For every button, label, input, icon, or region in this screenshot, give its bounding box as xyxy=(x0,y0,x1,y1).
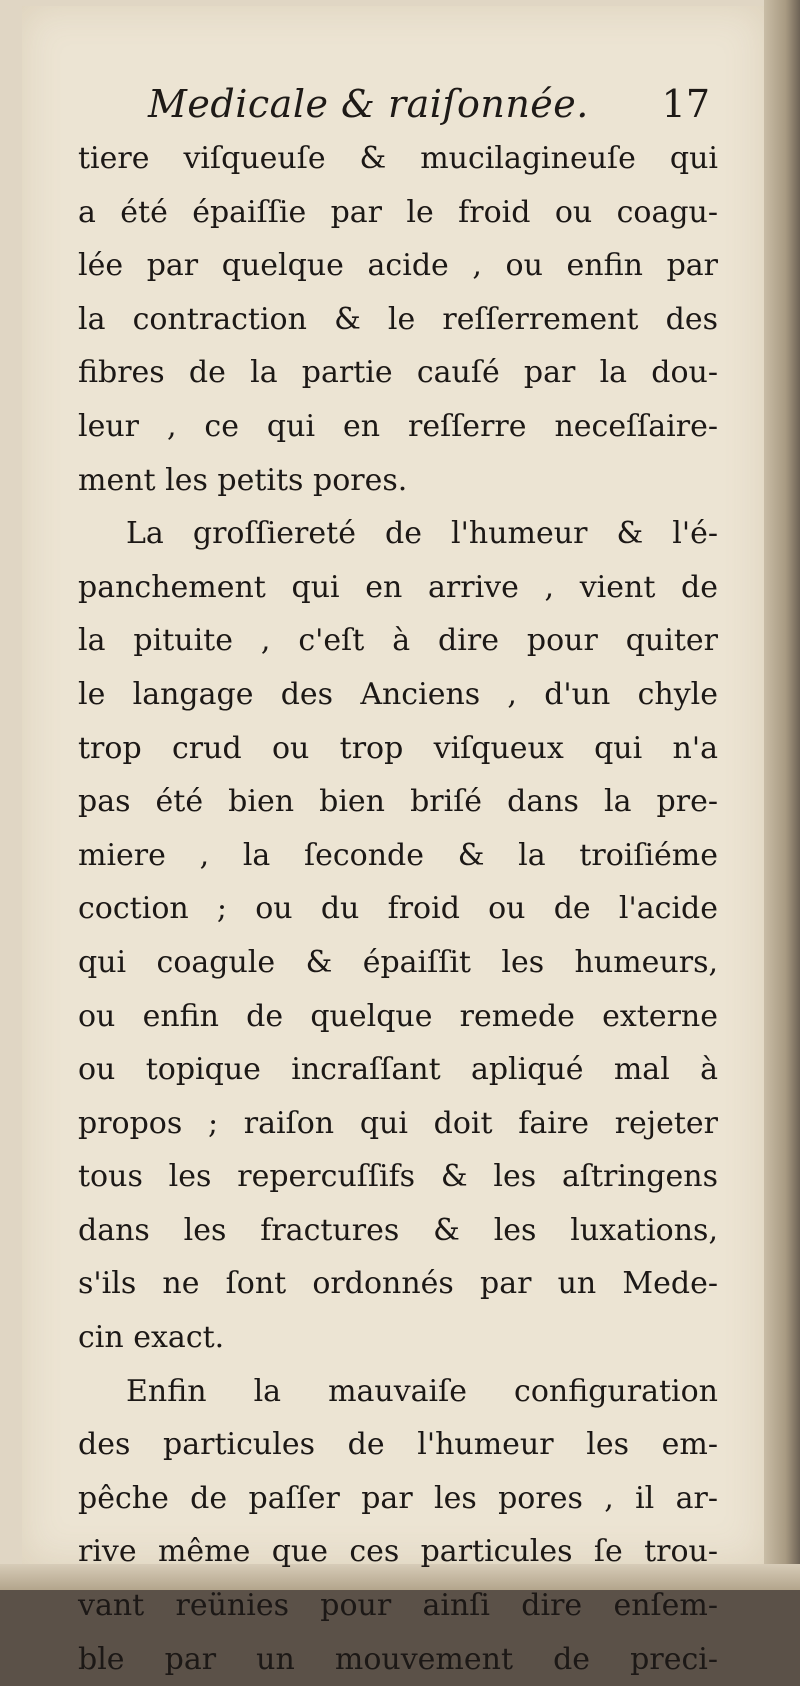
text-line: ble par un mouvement de preci- xyxy=(78,1641,718,1677)
text-line: a été épaiſſie par le froid ou coagu- xyxy=(78,194,718,230)
page-header xyxy=(78,78,718,138)
text-line: ou enfin de quelque remede externe xyxy=(78,998,718,1034)
text-line: miere , la ſeconde & la troiſiéme xyxy=(78,837,718,873)
text-line: la pituite , c'eſt à dire pour quiter xyxy=(78,623,718,659)
text-line: vant reünies pour ainſi dire enſem- xyxy=(78,1588,718,1624)
text-line: leur , ce qui en reſſerre neceſſaire- xyxy=(78,408,718,444)
text-line: cin exact. xyxy=(78,1320,225,1356)
text-line: fibres de la partie cauſé par la dou- xyxy=(78,355,718,391)
text-line: propos ; raiſon qui doit faire rejeter xyxy=(78,1105,718,1141)
text-line: Enfin la mauvaiſe configuration xyxy=(126,1373,718,1409)
text-line: des particules de l'humeur les em- xyxy=(78,1427,718,1463)
text-line: pas été bien bien briſé dans la pre- xyxy=(78,784,718,820)
running-head: Medicale & raiſonnée. xyxy=(148,82,589,126)
text-line: la contraction & le reſſerrement des xyxy=(78,301,718,337)
text-line: tous les repercuſſifs & les aſtringens xyxy=(78,1159,718,1195)
text-line: s'ils ne ſont ordonnés par un Mede- xyxy=(78,1266,718,1302)
text-line: La groſſiereté de l'humeur & l'é- xyxy=(126,516,718,552)
text-line: ou topique incraſſant apliqué mal à xyxy=(78,1052,718,1088)
page-number: 17 xyxy=(661,82,710,126)
text-line: pêche de paſſer par les pores , il ar- xyxy=(78,1480,718,1516)
text-line: lée par quelque acide , ou enfin par xyxy=(78,248,718,284)
text-line: tiere viſqueuſe & mucilagineuſe qui xyxy=(78,141,718,176)
text-line: rive même que ces particules ſe trou- xyxy=(78,1534,718,1570)
text-line: le langage des Anciens , d'un chyle xyxy=(78,676,718,712)
text-line: coction ; ou du froid ou de l'acide xyxy=(78,891,718,927)
text-line: panchement qui en arrive , vient de xyxy=(78,569,718,605)
body-text xyxy=(78,132,718,1686)
page-gutter-shadow xyxy=(764,0,800,1590)
text-line: trop crud ou trop viſqueux qui n'a xyxy=(78,730,718,766)
text-line: dans les fractures & les luxations, xyxy=(78,1212,718,1248)
text-line: qui coagule & épaiſſit les humeurs, xyxy=(78,944,718,980)
text-line: ment les petits pores. xyxy=(78,462,408,498)
